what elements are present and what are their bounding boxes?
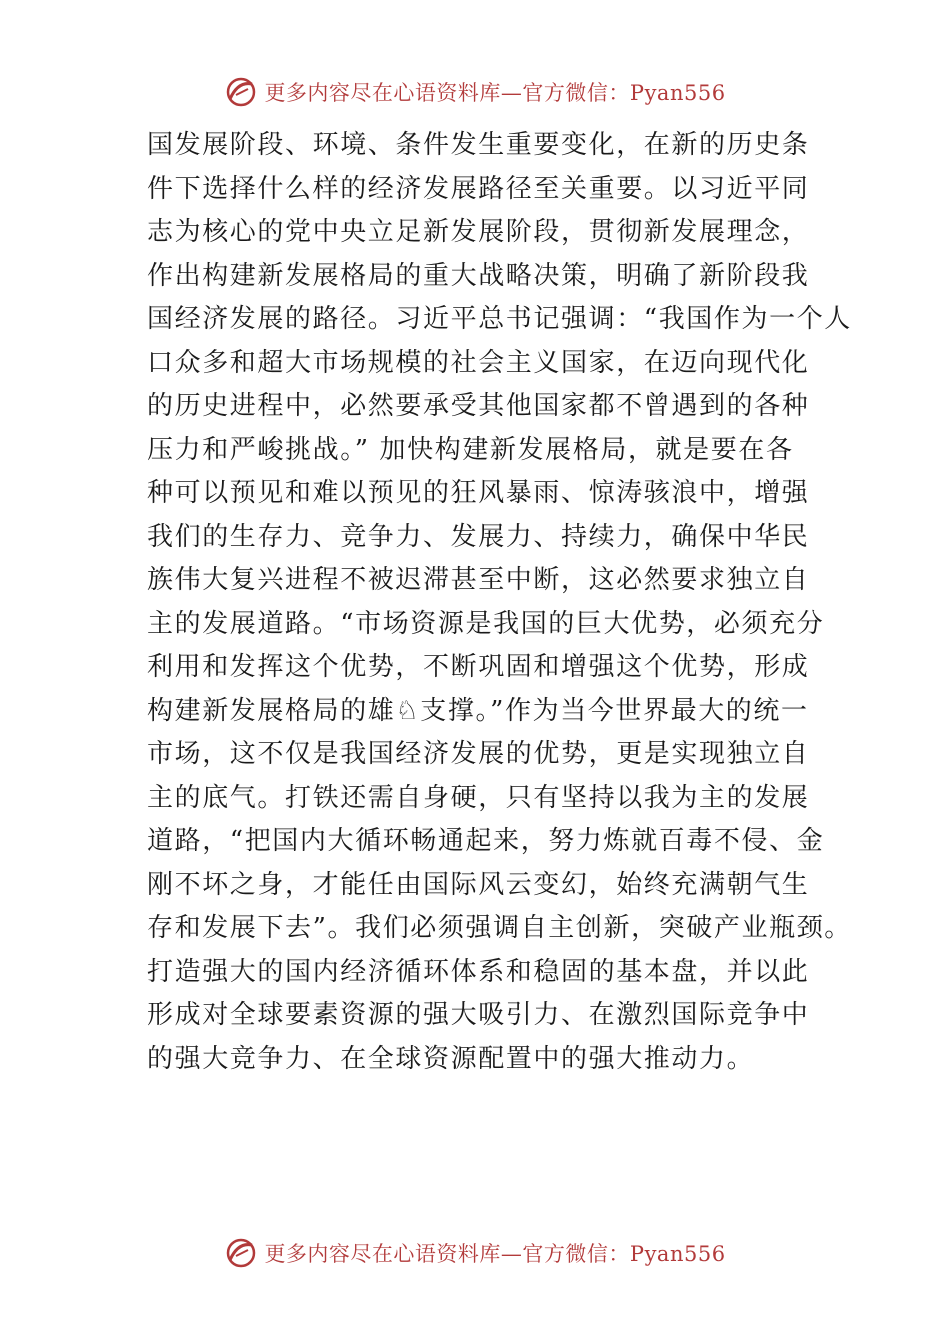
brand-logo-icon xyxy=(224,1236,258,1270)
body-line: 件下选择什么样的经济发展路径至关重要。以习近平同 xyxy=(147,173,810,204)
body-line: 打造强大的国内经济循环体系和稳固的基本盘，并以此 xyxy=(147,956,810,987)
body-line: 压力和严峻挑战。” 加快构建新发展格局，就是要在各 xyxy=(147,434,794,465)
header-banner xyxy=(0,72,950,112)
body-line: 主的发展道路。“市场资源是我国的巨大优势，必须充分 xyxy=(147,608,825,639)
body-line: 国经济发展的路径。习近平总书记强调：“我国作为一个人 xyxy=(147,304,852,334)
body-line: 形成对全球要素资源的强大吸引力、在激烈国际竞争中 xyxy=(147,1000,810,1030)
footer-banner-text: 更多内容尽在心语资料库—官方微信：Pyan556 xyxy=(264,1242,726,1266)
body-line: 志为核心的党中央立足新发展阶段，贯彻新发展理念， xyxy=(147,217,810,247)
body-line: 主的底气。打铁还需自身硬，只有坚持以我为主的发展 xyxy=(147,782,810,813)
body-line: 作出构建新发展格局的重大战略决策，明确了新阶段我 xyxy=(147,260,810,291)
body-line: 构建新发展格局的雄♘支撑。”作为当今世界最大的统一 xyxy=(147,695,809,726)
body-line: 的历史进程中，必然要承受其他国家都不曾遇到的各种 xyxy=(147,391,810,421)
footer-banner xyxy=(0,1233,950,1273)
body-line: 的强大竞争力、在全球资源配置中的强大推动力。 xyxy=(147,1043,755,1074)
body-line: 存和发展下去”。我们必须强调自主创新，突破产业瓶颈。 xyxy=(147,913,852,943)
body-line: 市场，这不仅是我国经济发展的优势，更是实现独立自 xyxy=(147,739,810,769)
body-line: 国发展阶段、环境、条件发生重要变化，在新的历史条 xyxy=(147,130,810,160)
brand-logo-icon xyxy=(224,75,258,109)
body-line: 道路，“把国内大循环畅通起来，努力炼就百毒不侵、金 xyxy=(147,826,825,856)
body-line: 我们的生存力、竞争力、发展力、持续力，确保中华民 xyxy=(147,521,810,552)
body-line: 口众多和超大市场规模的社会主义国家，在迈向现代化 xyxy=(147,347,810,378)
body-line: 族伟大复兴进程不被迟滞甚至中断，这必然要求独立自 xyxy=(147,565,810,595)
body-line: 刚不坏之身，才能任由国际风云变幻，始终充满朝气生 xyxy=(147,869,810,900)
body-text xyxy=(147,124,852,1081)
body-line: 利用和发挥这个优势，不断巩固和增强这个优势，形成 xyxy=(147,652,810,682)
header-banner-text: 更多内容尽在心语资料库—官方微信：Pyan556 xyxy=(264,81,726,105)
body-line: 种可以预见和难以预见的狂风暴雨、惊涛骇浪中，增强 xyxy=(147,478,810,508)
